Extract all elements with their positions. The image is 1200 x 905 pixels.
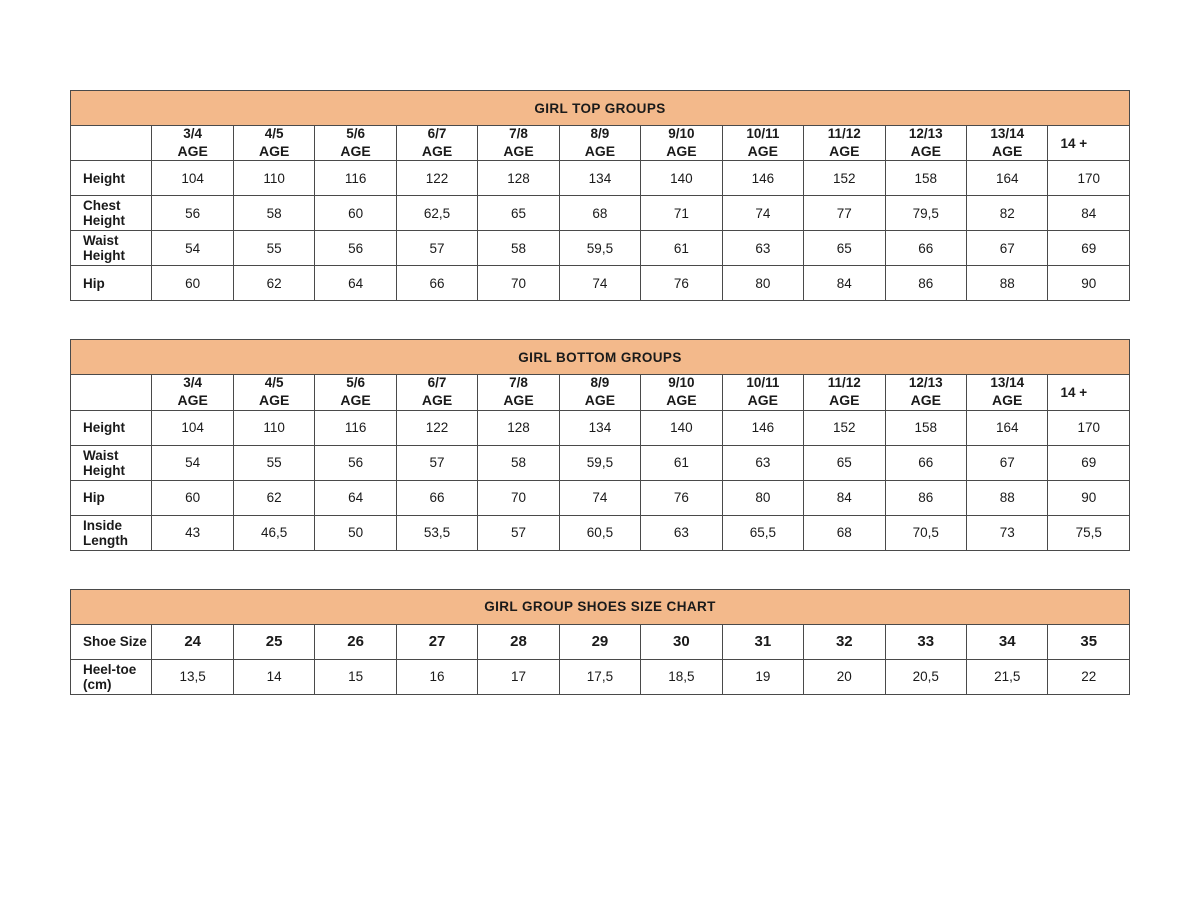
table-title-row	[71, 91, 1130, 126]
column-header	[315, 126, 396, 161]
data-cell: 15	[315, 659, 396, 694]
data-cell: 17,5	[559, 659, 640, 694]
column-header-bottom: AGE	[584, 392, 616, 409]
column-header-top: 9/10	[668, 375, 695, 391]
column-header-bottom: AGE	[340, 142, 371, 159]
column-header-top: 4/5	[264, 126, 284, 141]
table-header-row	[71, 375, 1130, 410]
data-cell: 65	[478, 196, 559, 231]
data-cell: 71	[641, 196, 722, 231]
data-cell: 134	[559, 410, 640, 445]
data-cell: 86	[885, 266, 966, 301]
column-header	[478, 375, 559, 410]
table-row	[71, 231, 1130, 266]
shoe-size-cell: 29	[559, 624, 640, 659]
data-cell: 90	[1048, 266, 1130, 301]
data-cell: 69	[1048, 445, 1130, 480]
data-cell: 63	[641, 515, 722, 550]
data-cell: 86	[885, 480, 966, 515]
column-header-top: 7/8	[509, 375, 528, 391]
column-header	[885, 126, 966, 161]
data-cell: 152	[804, 410, 885, 445]
data-cell: 128	[478, 161, 559, 196]
data-cell: 17	[478, 659, 559, 694]
data-cell: 170	[1048, 161, 1130, 196]
column-header	[641, 126, 722, 161]
data-cell: 75,5	[1048, 515, 1130, 550]
data-cell: 54	[152, 445, 233, 480]
data-cell: 70,5	[885, 515, 966, 550]
data-cell: 60	[315, 196, 396, 231]
column-header-bottom: AGE	[666, 142, 697, 159]
row-label: Hip	[71, 480, 152, 515]
data-cell: 59,5	[559, 445, 640, 480]
column-header-bottom: AGE	[747, 392, 779, 409]
column-header-top: 12/13	[908, 375, 943, 391]
column-header-plus: 14 +	[1048, 126, 1130, 161]
column-header-top: 9/10	[668, 126, 695, 141]
data-cell: 46,5	[233, 515, 314, 550]
data-cell: 63	[722, 231, 803, 266]
data-cell: 67	[966, 231, 1047, 266]
data-cell: 57	[396, 231, 477, 266]
column-header-bottom: AGE	[177, 392, 208, 409]
column-header-bottom: AGE	[177, 142, 208, 159]
data-cell: 63	[722, 445, 803, 480]
column-header	[722, 375, 803, 410]
data-cell: 19	[722, 659, 803, 694]
column-header-top: 6/7	[427, 375, 447, 391]
data-cell: 88	[966, 480, 1047, 515]
row-label: Waist Height	[71, 445, 152, 480]
data-cell: 62	[233, 480, 314, 515]
column-header-bottom: AGE	[503, 142, 534, 159]
row-label: Hip	[71, 266, 152, 301]
column-header-top: 7/8	[509, 126, 528, 141]
column-header-bottom: AGE	[258, 142, 290, 159]
data-cell: 140	[641, 410, 722, 445]
column-header-top: 13/14	[990, 126, 1025, 141]
data-cell: 104	[152, 161, 233, 196]
data-cell: 53,5	[396, 515, 477, 550]
data-cell: 158	[885, 410, 966, 445]
data-cell: 56	[315, 445, 396, 480]
row-label: Heel-toe (cm)	[71, 659, 152, 694]
data-cell: 66	[885, 231, 966, 266]
data-cell: 61	[641, 231, 722, 266]
data-cell: 110	[233, 161, 314, 196]
data-cell: 65,5	[722, 515, 803, 550]
table-title: GIRL TOP GROUPS	[71, 91, 1130, 126]
data-cell: 164	[966, 161, 1047, 196]
data-cell: 68	[804, 515, 885, 550]
data-cell: 90	[1048, 480, 1130, 515]
shoe-size-cell: 35	[1048, 624, 1130, 659]
data-cell: 70	[478, 480, 559, 515]
data-cell: 59,5	[559, 231, 640, 266]
data-cell: 79,5	[885, 196, 966, 231]
data-cell: 60	[152, 480, 233, 515]
table-title: GIRL GROUP SHOES SIZE CHART	[71, 589, 1130, 624]
data-cell: 56	[152, 196, 233, 231]
shoe-size-cell: 26	[315, 624, 396, 659]
data-cell: 65	[804, 231, 885, 266]
data-cell: 14	[233, 659, 314, 694]
column-header-top: 5/6	[346, 375, 365, 391]
table-row	[71, 659, 1130, 694]
column-header-top: 8/9	[590, 375, 610, 391]
data-cell: 67	[966, 445, 1047, 480]
data-cell: 22	[1048, 659, 1130, 694]
column-header	[722, 126, 803, 161]
data-cell: 62	[233, 266, 314, 301]
data-cell: 74	[559, 266, 640, 301]
data-cell: 73	[966, 515, 1047, 550]
table-row	[71, 445, 1130, 480]
data-cell: 60,5	[559, 515, 640, 550]
column-header-bottom: AGE	[340, 392, 371, 409]
column-header	[233, 375, 314, 410]
data-cell: 64	[315, 266, 396, 301]
shoe-size-cell: 34	[966, 624, 1047, 659]
data-cell: 66	[396, 480, 477, 515]
column-header-top: 10/11	[746, 375, 780, 391]
data-cell: 128	[478, 410, 559, 445]
column-header-top: 5/6	[346, 126, 365, 141]
data-cell: 62,5	[396, 196, 477, 231]
girl-top-groups-table	[70, 90, 1130, 301]
data-cell: 84	[1048, 196, 1130, 231]
data-cell: 70	[478, 266, 559, 301]
shoe-size-cell: 28	[478, 624, 559, 659]
data-cell: 80	[722, 480, 803, 515]
data-cell: 54	[152, 231, 233, 266]
data-cell: 55	[233, 445, 314, 480]
column-header-bottom: AGE	[421, 392, 453, 409]
column-header-top: 12/13	[908, 126, 943, 141]
column-header-bottom: AGE	[666, 392, 697, 409]
data-cell: 66	[396, 266, 477, 301]
column-header-top: 10/11	[746, 126, 780, 141]
row-label: Shoe Size	[71, 624, 152, 659]
data-cell: 64	[315, 480, 396, 515]
data-cell: 58	[478, 231, 559, 266]
data-cell: 116	[315, 161, 396, 196]
corner-cell	[71, 126, 152, 161]
data-cell: 20	[804, 659, 885, 694]
data-cell: 13,5	[152, 659, 233, 694]
data-cell: 146	[722, 410, 803, 445]
row-label: Height	[71, 410, 152, 445]
table-title-row	[71, 340, 1130, 375]
column-header-top: 13/14	[990, 375, 1025, 391]
data-cell: 158	[885, 161, 966, 196]
column-header-bottom: AGE	[992, 142, 1023, 159]
table-row	[71, 161, 1130, 196]
data-cell: 50	[315, 515, 396, 550]
table-header-row	[71, 126, 1130, 161]
data-cell: 58	[478, 445, 559, 480]
data-cell: 74	[559, 480, 640, 515]
data-cell: 116	[315, 410, 396, 445]
data-cell: 122	[396, 410, 477, 445]
table-row	[71, 480, 1130, 515]
column-header-bottom: AGE	[503, 392, 534, 409]
data-cell: 82	[966, 196, 1047, 231]
data-cell: 58	[233, 196, 314, 231]
data-cell: 76	[641, 266, 722, 301]
row-label: Height	[71, 161, 152, 196]
table-row	[71, 196, 1130, 231]
data-cell: 43	[152, 515, 233, 550]
data-cell: 69	[1048, 231, 1130, 266]
data-cell: 61	[641, 445, 722, 480]
column-header	[641, 375, 722, 410]
data-cell: 134	[559, 161, 640, 196]
data-cell: 57	[396, 445, 477, 480]
column-header-top: 11/12	[827, 375, 861, 391]
data-cell: 16	[396, 659, 477, 694]
column-header-bottom: AGE	[910, 142, 941, 159]
shoe-size-cell: 30	[641, 624, 722, 659]
data-cell: 104	[152, 410, 233, 445]
column-header	[966, 126, 1047, 161]
data-cell: 140	[641, 161, 722, 196]
data-cell: 84	[804, 266, 885, 301]
shoe-size-cell: 31	[722, 624, 803, 659]
column-header	[966, 375, 1047, 410]
row-label: Waist Height	[71, 231, 152, 266]
shoe-size-cell: 27	[396, 624, 477, 659]
column-header-top: 6/7	[427, 126, 447, 141]
column-header-top: 8/9	[590, 126, 610, 141]
column-header	[152, 375, 233, 410]
shoe-size-cell: 33	[885, 624, 966, 659]
data-cell: 122	[396, 161, 477, 196]
shoe-size-cell: 32	[804, 624, 885, 659]
table-row	[71, 410, 1130, 445]
shoe-size-row	[71, 624, 1130, 659]
data-cell: 21,5	[966, 659, 1047, 694]
data-cell: 152	[804, 161, 885, 196]
data-cell: 77	[804, 196, 885, 231]
data-cell: 65	[804, 445, 885, 480]
table-title: GIRL BOTTOM GROUPS	[71, 340, 1130, 375]
data-cell: 170	[1048, 410, 1130, 445]
column-header-bottom: AGE	[829, 392, 860, 409]
column-header	[315, 375, 396, 410]
shoe-size-cell: 24	[152, 624, 233, 659]
column-header	[396, 126, 477, 161]
column-header-bottom: AGE	[829, 142, 860, 159]
column-header	[233, 126, 314, 161]
data-cell: 56	[315, 231, 396, 266]
data-cell: 66	[885, 445, 966, 480]
column-header-bottom: AGE	[992, 392, 1023, 409]
column-header-bottom: AGE	[584, 142, 616, 159]
data-cell: 76	[641, 480, 722, 515]
data-cell: 164	[966, 410, 1047, 445]
data-cell: 55	[233, 231, 314, 266]
data-cell: 80	[722, 266, 803, 301]
table-row	[71, 266, 1130, 301]
column-header-top: 11/12	[827, 126, 861, 141]
shoe-size-cell: 25	[233, 624, 314, 659]
column-header-top: 3/4	[183, 375, 203, 391]
column-header	[804, 126, 885, 161]
data-cell: 88	[966, 266, 1047, 301]
data-cell: 57	[478, 515, 559, 550]
data-cell: 74	[722, 196, 803, 231]
table-title-row	[71, 589, 1130, 624]
column-header	[559, 126, 640, 161]
row-label: Chest Height	[71, 196, 152, 231]
column-header-top: 3/4	[183, 126, 203, 141]
column-header	[559, 375, 640, 410]
column-header-bottom: AGE	[747, 142, 779, 159]
column-header-bottom: AGE	[421, 142, 453, 159]
column-header-bottom: AGE	[258, 392, 290, 409]
data-cell: 146	[722, 161, 803, 196]
girl-shoes-size-table	[70, 589, 1130, 695]
column-header	[152, 126, 233, 161]
column-header-top: 4/5	[264, 375, 284, 391]
girl-bottom-groups-table	[70, 339, 1130, 550]
column-header-plus: 14 +	[1048, 375, 1130, 410]
data-cell: 20,5	[885, 659, 966, 694]
column-header-bottom: AGE	[910, 392, 941, 409]
data-cell: 60	[152, 266, 233, 301]
data-cell: 68	[559, 196, 640, 231]
data-cell: 18,5	[641, 659, 722, 694]
row-label: Inside Length	[71, 515, 152, 550]
corner-cell	[71, 375, 152, 410]
column-header	[396, 375, 477, 410]
column-header	[478, 126, 559, 161]
table-row	[71, 515, 1130, 550]
column-header	[804, 375, 885, 410]
data-cell: 84	[804, 480, 885, 515]
data-cell: 110	[233, 410, 314, 445]
column-header	[885, 375, 966, 410]
